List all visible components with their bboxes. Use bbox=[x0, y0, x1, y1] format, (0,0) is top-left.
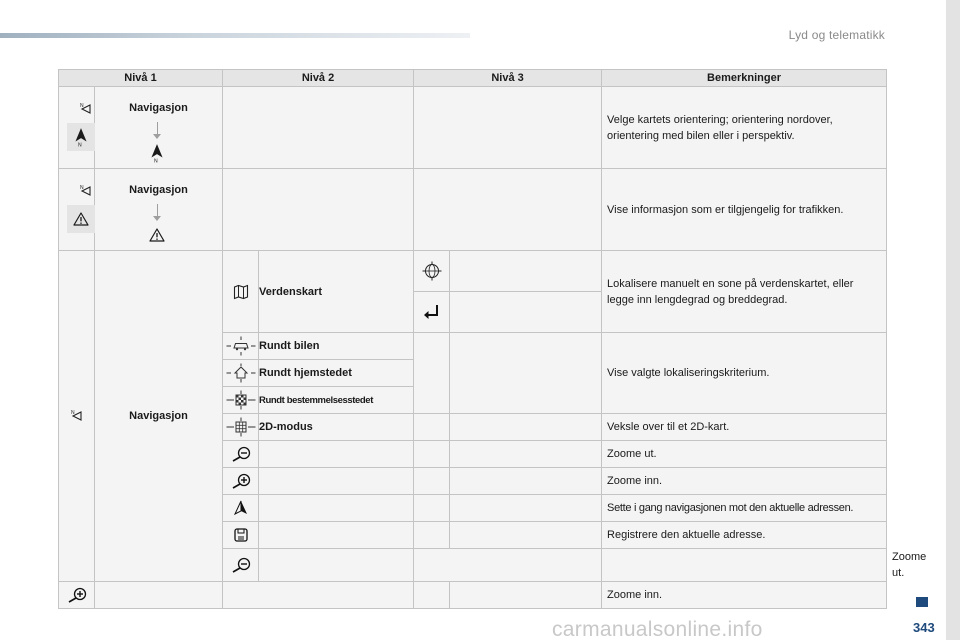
level2-empty bbox=[259, 495, 414, 522]
level2-cell bbox=[259, 251, 414, 333]
remark-text: Zoome ut. bbox=[602, 441, 887, 468]
remark-text: Velge kartets orientering; orientering nordover, orientering med bilen eller i perspektiv. bbox=[602, 87, 887, 169]
level2-cell bbox=[259, 414, 414, 441]
zoom-out-icon bbox=[230, 557, 252, 573]
top-decorative-rule bbox=[0, 33, 470, 38]
around-home-label: Rundt hjemstedet bbox=[259, 367, 352, 379]
world-map-label: Verdenskart bbox=[259, 285, 322, 298]
level3-empty bbox=[414, 87, 602, 169]
icon-cell bbox=[223, 360, 259, 387]
level1-cell bbox=[95, 87, 223, 169]
flow-arrow-icon bbox=[153, 134, 161, 139]
header-level-3: Nivå 3 bbox=[414, 70, 602, 87]
level3-empty bbox=[414, 414, 450, 441]
table-row: Zoome ut. bbox=[59, 549, 887, 582]
level3-empty bbox=[450, 292, 602, 333]
arrow-n-icon bbox=[73, 127, 89, 147]
map-book-icon bbox=[233, 284, 249, 300]
level3-empty bbox=[414, 495, 450, 522]
icon-cell bbox=[223, 251, 259, 333]
level3-empty bbox=[450, 333, 602, 414]
level2-empty bbox=[259, 441, 414, 468]
compass-n-icon bbox=[70, 409, 84, 423]
level2-empty bbox=[223, 169, 414, 251]
page-edge-strip bbox=[946, 0, 960, 640]
remark-text: Zoome inn. bbox=[602, 468, 887, 495]
header-remarks: Bemerkninger bbox=[602, 70, 887, 87]
menu-label: Navigasjon bbox=[129, 183, 188, 196]
return-arrow-icon bbox=[422, 304, 442, 320]
level3-empty bbox=[414, 169, 602, 251]
level2-empty bbox=[259, 468, 414, 495]
chapter-title: Lyd og telematikk bbox=[788, 28, 885, 42]
icon-cell bbox=[414, 292, 450, 333]
header-level-2: Nivå 2 bbox=[223, 70, 414, 87]
level2-empty bbox=[223, 582, 414, 609]
table-row bbox=[59, 251, 887, 292]
icon-cell bbox=[223, 414, 259, 441]
remark-text: Lokalisere manuelt en sone på verdenskartet, eller legge inn lengdegrad og breddegrad. bbox=[602, 251, 887, 333]
icon-cell bbox=[414, 251, 450, 292]
icon-cell bbox=[59, 582, 95, 609]
menu-label: Navigasjon bbox=[129, 410, 188, 422]
level3-empty bbox=[602, 549, 887, 582]
compass-n-icon bbox=[79, 184, 93, 198]
warning-triangle-icon bbox=[73, 212, 89, 226]
icon-cell bbox=[59, 251, 95, 582]
level1-cell bbox=[95, 251, 223, 582]
zoom-out-icon bbox=[230, 446, 252, 462]
remark-text: Registrere den aktuelle adresse. bbox=[602, 522, 887, 549]
remark-text: Zoome inn. bbox=[602, 582, 887, 609]
flow-arrow-icon bbox=[153, 216, 161, 221]
table-row bbox=[59, 582, 887, 609]
icon-cell bbox=[223, 495, 259, 522]
level2-empty bbox=[414, 549, 602, 582]
car-crosshair-icon bbox=[226, 336, 256, 356]
level3-empty bbox=[414, 333, 450, 414]
around-car-label: Rundt bilen bbox=[259, 340, 320, 352]
level1-cell bbox=[95, 169, 223, 251]
level2-empty bbox=[223, 87, 414, 169]
icon-cell bbox=[223, 549, 259, 582]
save-icon bbox=[233, 527, 249, 543]
icon-cell bbox=[223, 333, 259, 360]
level3-empty bbox=[414, 582, 450, 609]
grid-crosshair-icon bbox=[226, 417, 256, 437]
level3-empty bbox=[450, 251, 602, 292]
level3-empty bbox=[414, 441, 450, 468]
remark-text: Veksle over til et 2D-kart. bbox=[602, 414, 887, 441]
icon-cell bbox=[59, 169, 95, 251]
icon-cell bbox=[223, 522, 259, 549]
header-level-1: Nivå 1 bbox=[59, 70, 223, 87]
level2-cell bbox=[259, 387, 414, 414]
level2-cell bbox=[259, 333, 414, 360]
level3-empty bbox=[450, 441, 602, 468]
icon-cell bbox=[59, 87, 95, 169]
navigation-menu-table bbox=[58, 69, 927, 609]
table-row bbox=[59, 87, 887, 169]
table-header-row bbox=[59, 70, 887, 87]
table-row bbox=[59, 169, 887, 251]
compass-n-icon bbox=[79, 102, 93, 116]
warning-triangle-icon bbox=[149, 228, 165, 242]
level2-cell bbox=[259, 360, 414, 387]
menu-label: Navigasjon bbox=[129, 101, 188, 114]
page-number: 343 bbox=[913, 620, 935, 635]
crosshair-globe-icon bbox=[422, 261, 442, 281]
remark-text: Vise informasjon som er tilgjengelig for trafikken. bbox=[602, 169, 887, 251]
mode-2d-label: 2D-modus bbox=[259, 421, 313, 433]
level3-empty bbox=[414, 522, 450, 549]
icon-cell bbox=[223, 387, 259, 414]
arrow-n-icon bbox=[149, 143, 165, 163]
level3-empty bbox=[450, 468, 602, 495]
around-destination-label: Rundt bestemmelsesstedet bbox=[259, 395, 373, 406]
level3-empty bbox=[450, 495, 602, 522]
level3-empty bbox=[414, 468, 450, 495]
level2-empty bbox=[259, 522, 414, 549]
zoom-in-icon bbox=[230, 473, 252, 489]
watermark-text: carmanualsonline.info bbox=[552, 618, 763, 640]
flag-crosshair-icon bbox=[226, 390, 256, 410]
level3-empty bbox=[450, 414, 602, 441]
remark-text: Vise valgte lokaliseringskriterium. bbox=[602, 333, 887, 414]
remark-text: Sette i gang navigasjonen mot den aktuelle adressen. bbox=[602, 495, 887, 522]
icon-cell bbox=[223, 468, 259, 495]
level3-empty bbox=[450, 582, 602, 609]
icon-cell bbox=[223, 441, 259, 468]
zoom-in-icon bbox=[66, 587, 88, 603]
level1-empty bbox=[95, 582, 223, 609]
level1-empty bbox=[259, 549, 414, 582]
navigate-arrow-icon bbox=[233, 500, 249, 516]
level3-empty bbox=[450, 522, 602, 549]
page-marker bbox=[916, 597, 928, 607]
home-crosshair-icon bbox=[226, 363, 256, 383]
